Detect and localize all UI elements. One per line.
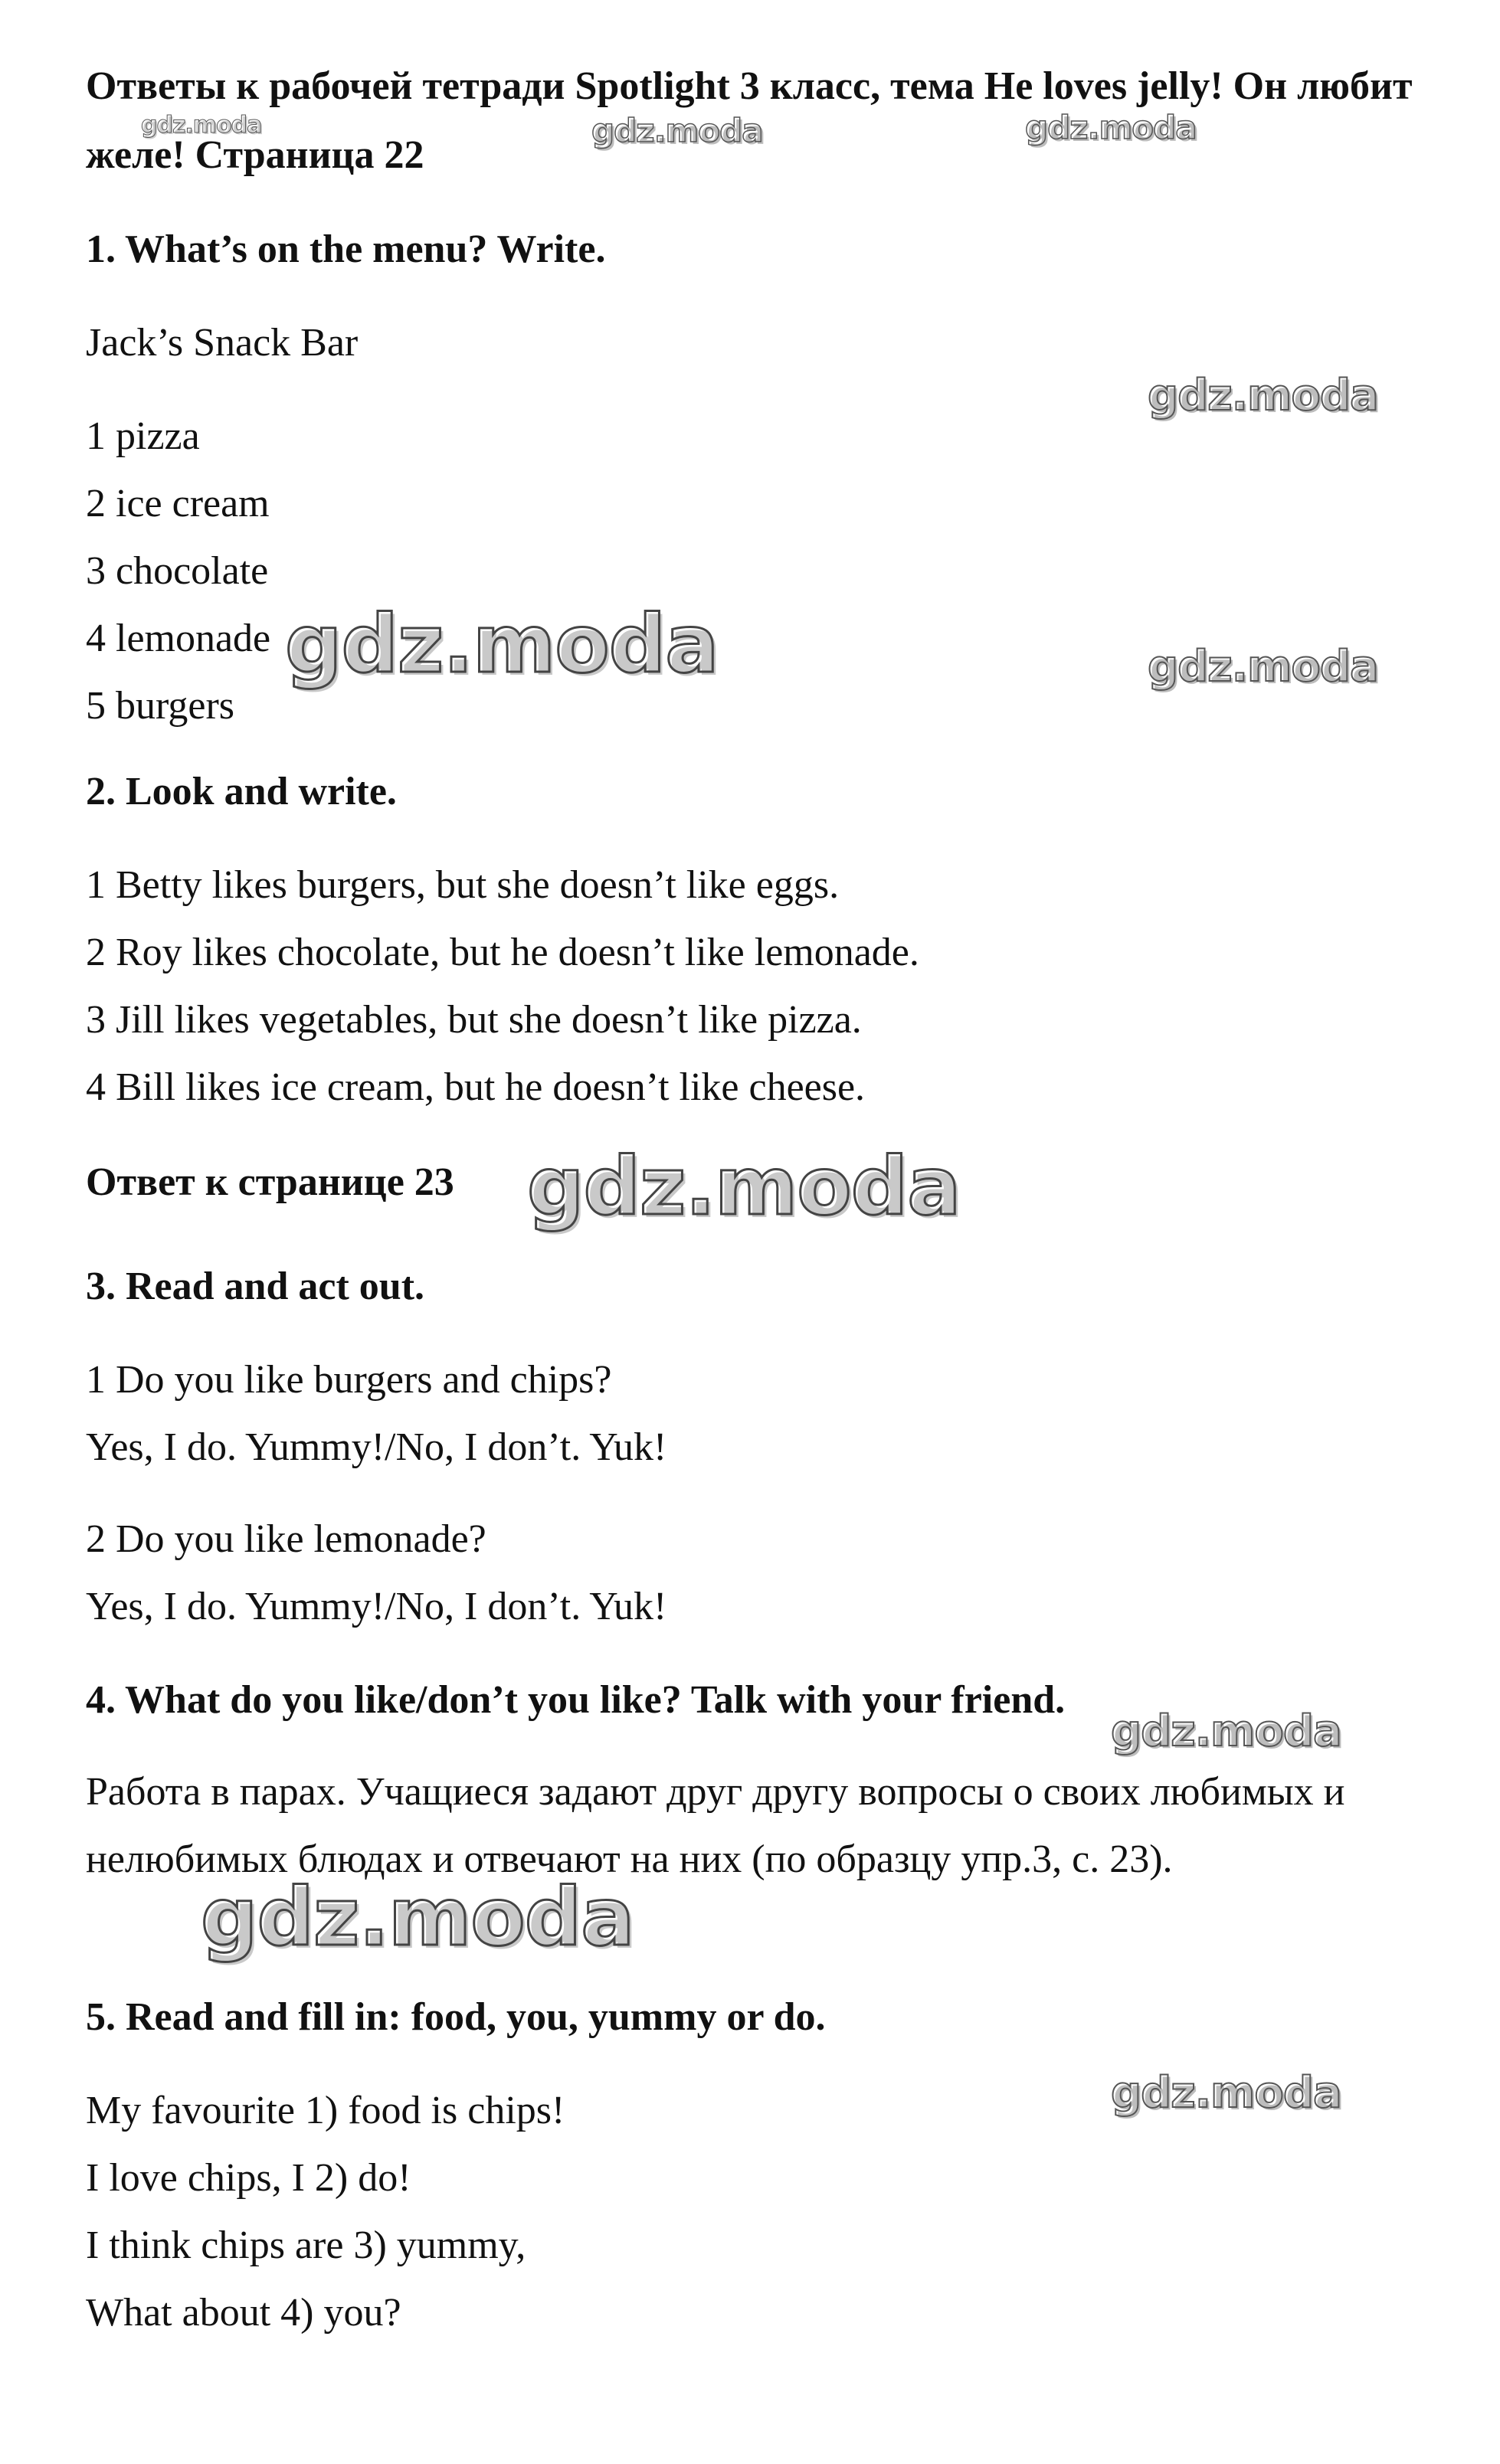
page-title: Ответы к рабочей тетради Spotlight 3 класс, тема He loves jelly! Он любит желе! Страница 22	[86, 64, 1413, 177]
page-23-heading: Ответ к странице 23	[86, 1160, 454, 1204]
watermark: gdz.moda	[1148, 371, 1378, 420]
exercise-4-heading: 4. What do you like/don’t you like? Talk with your friend.	[86, 1678, 1066, 1722]
snack-bar-title: Jack’s Snack Bar	[86, 321, 359, 365]
exercise-2-answers	[86, 852, 1434, 1121]
exercise-4-text: Работа в парах. Учащиеся задают друг другу вопросы о своих любимых и нелюбимых блюдах и отвечают на них (по образцу упр.3, с. 23).	[86, 1770, 1345, 1881]
list-item: 5 burgers	[86, 684, 235, 728]
list-item: 3 chocolate	[86, 549, 269, 593]
watermark: gdz.moda	[1148, 642, 1378, 692]
dialog-line: Yes, I do. Yummy!/No, I don’t. Yuk!	[86, 1585, 667, 1628]
watermark: gdz.moda	[1025, 109, 1197, 146]
watermark: gdz.moda	[591, 112, 763, 149]
dialog-1	[86, 1347, 1434, 1481]
dialog-2	[86, 1506, 1434, 1641]
watermark: gdz.moda	[285, 597, 719, 691]
watermark: gdz.moda	[1111, 1706, 1341, 1756]
poem-line: My favourite 1) food is chips!	[86, 2089, 565, 2132]
list-item: 1 Betty likes burgers, but she doesn’t like eggs.	[86, 863, 840, 907]
dialog-line: 2 Do you like lemonade?	[86, 1517, 486, 1561]
list-item: 2 Roy likes chocolate, but he doesn’t like lemonade.	[86, 931, 919, 974]
exercise-2-heading: 2. Look and write.	[86, 770, 397, 813]
exercise-1-heading: 1. What’s on the menu? Write.	[86, 227, 606, 271]
list-item: 2 ice cream	[86, 482, 270, 525]
watermark: gdz.moda	[1111, 2068, 1341, 2118]
exercise-5-heading: 5. Read and fill in: food, you, yummy or do.	[86, 1995, 826, 2039]
list-item: 3 Jill likes vegetables, but she doesn’t like pizza.	[86, 998, 862, 1042]
watermark: gdz.moda	[527, 1140, 961, 1233]
list-item: 4 Bill likes ice cream, but he doesn’t like cheese.	[86, 1065, 866, 1109]
watermark: gdz.moda	[141, 112, 262, 139]
poem-line: What about 4) you?	[86, 2291, 401, 2335]
dialog-line: Yes, I do. Yummy!/No, I don’t. Yuk!	[86, 1425, 667, 1469]
dialog-line: 1 Do you like burgers and chips?	[86, 1358, 612, 1402]
list-item: 1 pizza	[86, 414, 200, 458]
exercise-3-heading: 3. Read and act out.	[86, 1265, 425, 1308]
poem-line: I think chips are 3) yummy,	[86, 2223, 526, 2267]
list-item: 4 lemonade	[86, 617, 271, 660]
poem-line: I love chips, I 2) do!	[86, 2156, 411, 2200]
watermark: gdz.moda	[201, 1870, 634, 1964]
